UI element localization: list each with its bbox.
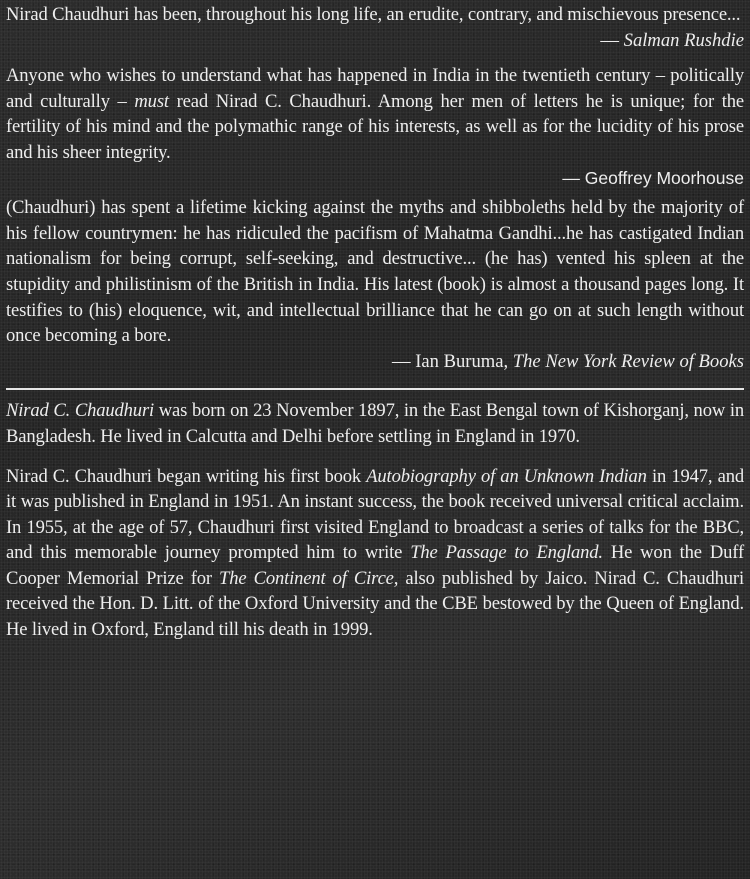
bio-p2-part-b: in 1947, and it was published in England in 1951. An instant success, the book received universal critical acclaim. In 1955, at the age of 57, Chaudhuri first visited England to broadcast a series of talks for the BBC, and this memorable journey prompted him to write	[6, 465, 744, 564]
attribution-buruma-name: — Ian Buruma,	[391, 350, 513, 372]
bio-book-autobiography: Autobiography of an Unknown Indian	[366, 465, 647, 487]
quote-moorhouse-text-start: Anyone who wishes to understand what has happened in India in the twentieth century – politically and culturally –	[6, 65, 744, 112]
attribution-rushdie	[6, 28, 744, 54]
attribution-moorhouse: — Geoffrey Moorhouse	[562, 167, 744, 188]
quote-rushdie	[6, 2, 744, 28]
quote-rushdie-text: Nirad Chaudhuri has been, throughout his long life, an erudite, contrary, and mischievous presence...	[6, 4, 741, 25]
bio-paragraph-2	[6, 464, 744, 643]
quote-buruma	[6, 195, 744, 349]
quote-buruma-text: (Chaudhuri) has spent a lifetime kicking against the myths and shibboleths held by the majority of his fellow countrymen: he has ridiculed the pacifism of Mahatma Gandhi...he has castigated Indian nationalism for being corrupt, self-seeking, and destructive... (he has) vented his spleen at the stupidity and philistinism of the British in India. His latest (book) is almost a thousand pages long. It testifies to (his) eloquence, wit, and intellectual brilliance that he can go on at such length without once becoming a bore.	[6, 197, 744, 347]
bio-book-passage: The Passage to England.	[410, 542, 603, 564]
quote-moorhouse-emphasis: must	[134, 90, 169, 112]
bio-paragraph-1-text: was born on 23 November 1897, in the East Bengal town of Kishorganj, now in Bangladesh. He lived in Calcutta and Delhi before settling in England in 1970.	[6, 400, 744, 447]
bio-p2-part-d: also published by Jaico. Nirad C. Chaudhuri received the Hon. D. Litt. of the Oxford University and the CBE bestowed by the Queen of England. He lived in Oxford, England till his death in 1999.	[6, 567, 744, 641]
attribution-buruma-publication: The New York Review of Books	[512, 350, 744, 372]
bio-paragraph-1	[6, 398, 744, 449]
bio-p2-part-a: Nirad C. Chaudhuri began writing his first book	[6, 465, 367, 487]
attribution-rushdie-name: Salman Rushdie	[623, 29, 744, 51]
bio-author-name: Nirad C. Chaudhuri	[6, 400, 155, 422]
quote-moorhouse-text-end: read Nirad C. Chaudhuri. Among her men of letters he is unique; for the fertility of his mind and the polymathic range of his interests, as well as for the lucidity of his prose and his sheer integrity.	[6, 90, 745, 163]
bio-book-circe: The Continent of Circe,	[219, 567, 399, 589]
bio-p2-part-c: He won the Duff Cooper Memorial Prize for	[6, 542, 744, 589]
section-divider	[6, 388, 744, 390]
quote-moorhouse	[6, 63, 744, 165]
attribution-buruma	[6, 349, 744, 375]
attribution-dash: —	[600, 29, 624, 51]
